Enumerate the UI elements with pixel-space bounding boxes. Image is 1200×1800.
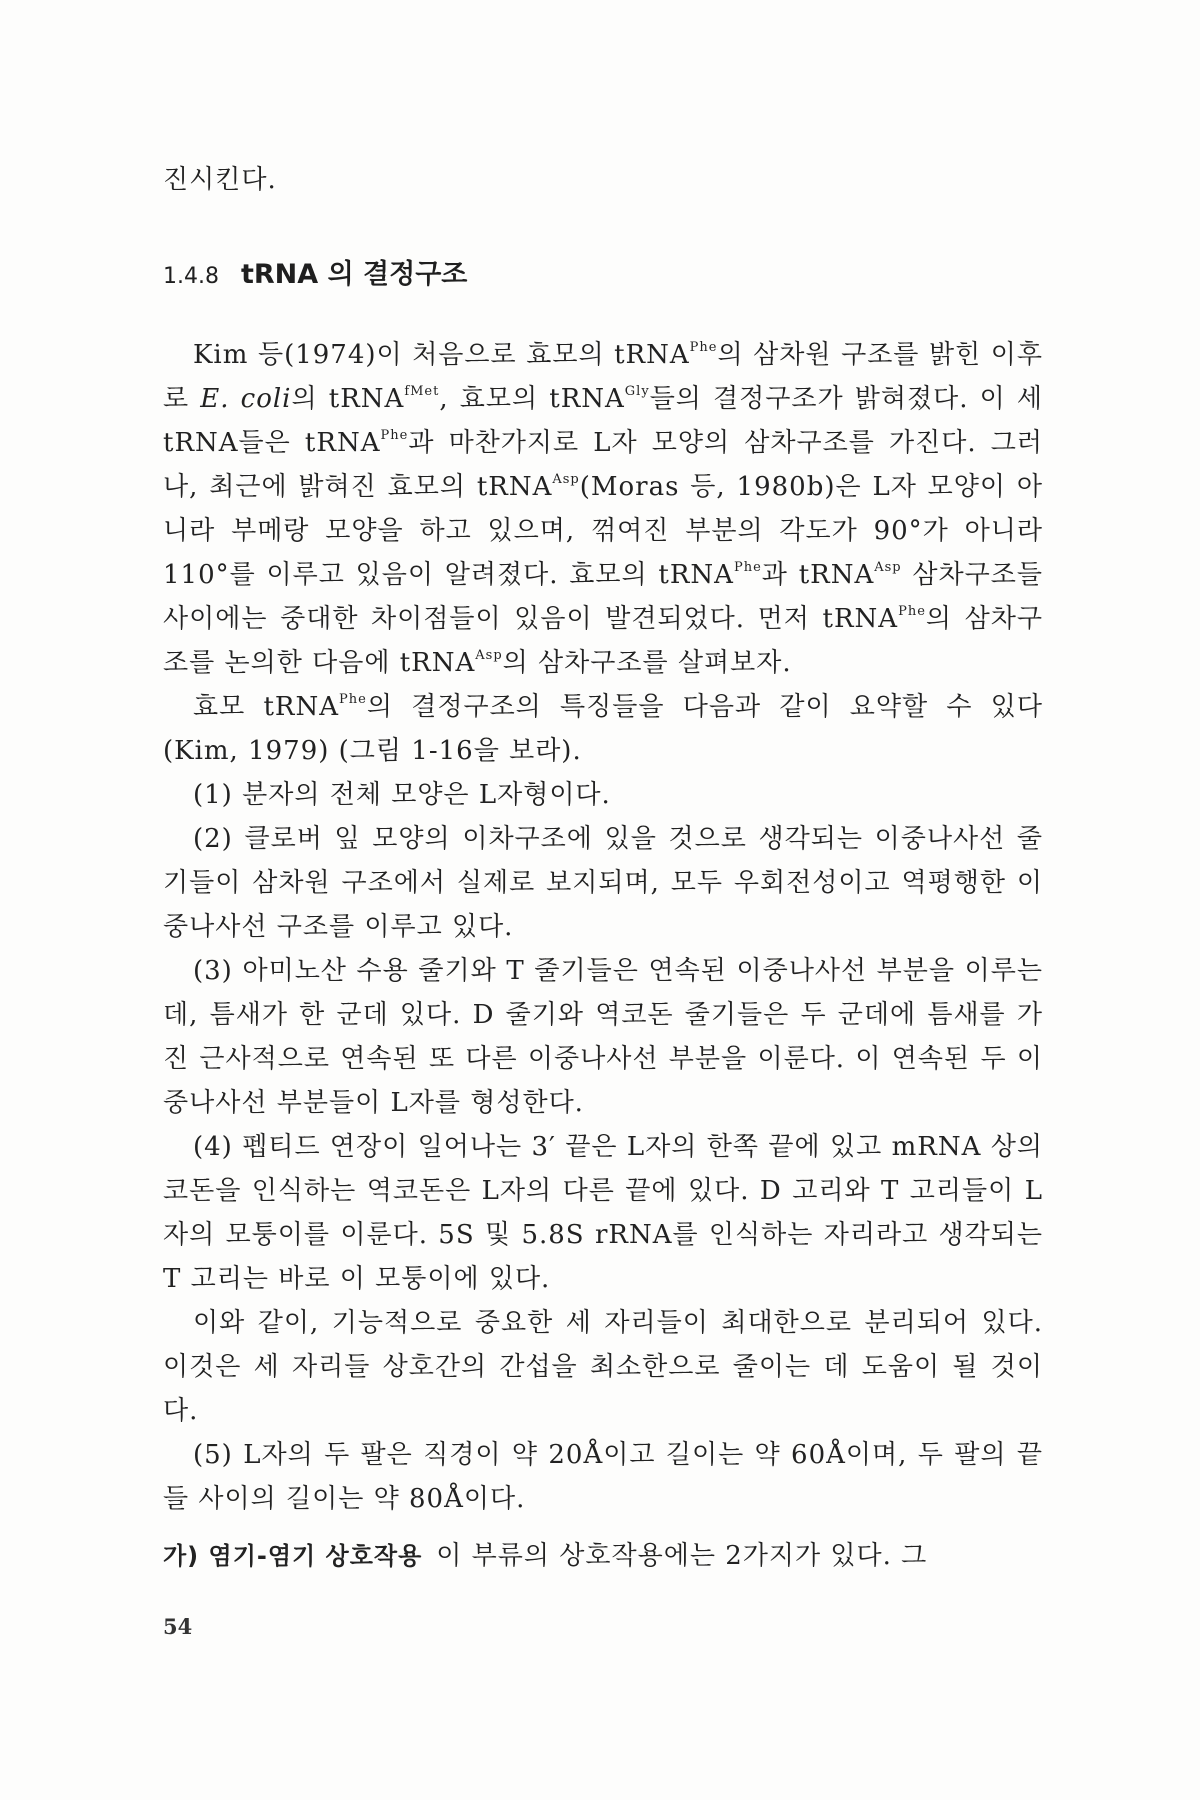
text-run: (3) 아미노산 수용 줄기와 T 줄기들은 연속된 이중나사선 부분을 이루는데, 틈새가 한 군데 있다. D 줄기와 역코돈 줄기들은 두 군데에 틈새를 가진 근사적으로 연속된 또 다른 이중나사선 부분을 이룬다. 이 연속된 두 이중나사선 부분들이 L자를 형성한다. xyxy=(163,956,1043,1118)
sub-section-label: 가) 염기-염기 상호작용 xyxy=(163,1542,423,1570)
paragraph xyxy=(163,817,1043,949)
paragraph xyxy=(163,685,1043,773)
text-run: 의 삼차원 구조를 밝힌 이후로 xyxy=(163,340,1043,414)
text-run: 의 삼차구조를 논의한 다음에 tRNA xyxy=(163,604,1043,678)
superscript: Asp xyxy=(874,560,902,575)
section-number: 1.4.8 xyxy=(163,264,219,289)
superscript: Phe xyxy=(733,560,762,575)
sub-section xyxy=(163,1534,1043,1578)
paragraph xyxy=(163,949,1043,1125)
superscript: fMet xyxy=(404,384,440,399)
text-run: 삼차구조들 사이에는 중대한 차이점들이 있음이 발견되었다. 먼저 tRNA xyxy=(163,560,1043,634)
superscript: Phe xyxy=(898,604,926,619)
paragraph xyxy=(163,333,1043,685)
text-run: 과 tRNA xyxy=(761,560,875,590)
superscript: Asp xyxy=(552,472,580,487)
paragraph xyxy=(163,1301,1043,1433)
superscript: Phe xyxy=(339,692,367,707)
section-heading xyxy=(163,252,467,291)
paragraph xyxy=(163,1433,1043,1521)
italic-text: E. coli xyxy=(200,384,292,414)
text-run: , 효모의 tRNA xyxy=(439,384,625,414)
superscript: Phe xyxy=(689,340,718,355)
paragraph xyxy=(163,1125,1043,1301)
section-title: tRNA 의 결정구조 xyxy=(240,259,468,290)
text-run: 과 마찬가지로 L자 모양의 삼차구조를 가진다. 그러나, 최근에 밝혀진 효모의 tRNA xyxy=(163,428,1043,502)
text-run: 의 tRNA xyxy=(291,384,405,414)
page-number: 54 xyxy=(163,1614,193,1639)
text-run: (4) 펩티드 연장이 일어나는 3′ 끝은 L자의 한쪽 끝에 있고 mRNA 상의 코돈을 인식하는 역코돈은 L자의 다른 끝에 있다. D 고리와 T 고리들이 L자의 모퉁이를 이룬다. 5S 및 5.8S rRNA를 인식하는 자리라고 생각되는 T 고리는 바로 이 모퉁이에 있다. xyxy=(163,1132,1043,1294)
text-run: (2) 클로버 잎 모양의 이차구조에 있을 것으로 생각되는 이중나사선 줄기들이 삼차원 구조에서 실제로 보지되며, 모두 우회전성이고 역평행한 이중나사선 구조를 이루고 있다. xyxy=(163,824,1043,942)
text-run: 의 삼차구조를 살펴보자. xyxy=(502,648,792,678)
text-run: 들의 결정구조가 밝혀졌다. 이 세 tRNA들은 tRNA xyxy=(163,384,1043,458)
body-text xyxy=(163,333,1043,1521)
text-run: 효모 tRNA xyxy=(193,692,340,722)
continuation-text xyxy=(163,158,1043,202)
superscript: Phe xyxy=(380,428,409,443)
text-run: 이와 같이, 기능적으로 중요한 세 자리들이 최대한으로 분리되어 있다. 이것은 세 자리들 상호간의 간섭을 최소한으로 줄이는 데 도움이 될 것이다. xyxy=(163,1308,1043,1426)
paragraph xyxy=(163,773,1043,817)
text-run: (1) 분자의 전체 모양은 L자형이다. xyxy=(193,780,611,810)
superscript: Gly xyxy=(624,384,650,399)
sub-section-text: 이 부류의 상호작용에는 2가지가 있다. 그 xyxy=(436,1541,928,1571)
continuation-line: 진시킨다. xyxy=(163,165,277,195)
text-run: Kim 등(1974)이 처음으로 효모의 tRNA xyxy=(193,340,690,370)
text-run: (5) L자의 두 팔은 직경이 약 20Å이고 길이는 약 60Å이며, 두 팔의 끝들 사이의 길이는 약 80Å이다. xyxy=(163,1440,1043,1514)
text-run: (Moras 등, 1980b)은 L자 모양이 아니라 부메랑 모양을 하고 있으며, 꺾여진 부분의 각도가 90°가 아니라 110°를 이루고 있음이 알려졌다. 효모의 tRNA xyxy=(163,472,1043,590)
text-run: 의 결정구조의 특징들을 다음과 같이 요약할 수 있다 (Kim, 1979) (그림 1-16을 보라). xyxy=(163,692,1043,766)
superscript: Asp xyxy=(475,648,503,663)
